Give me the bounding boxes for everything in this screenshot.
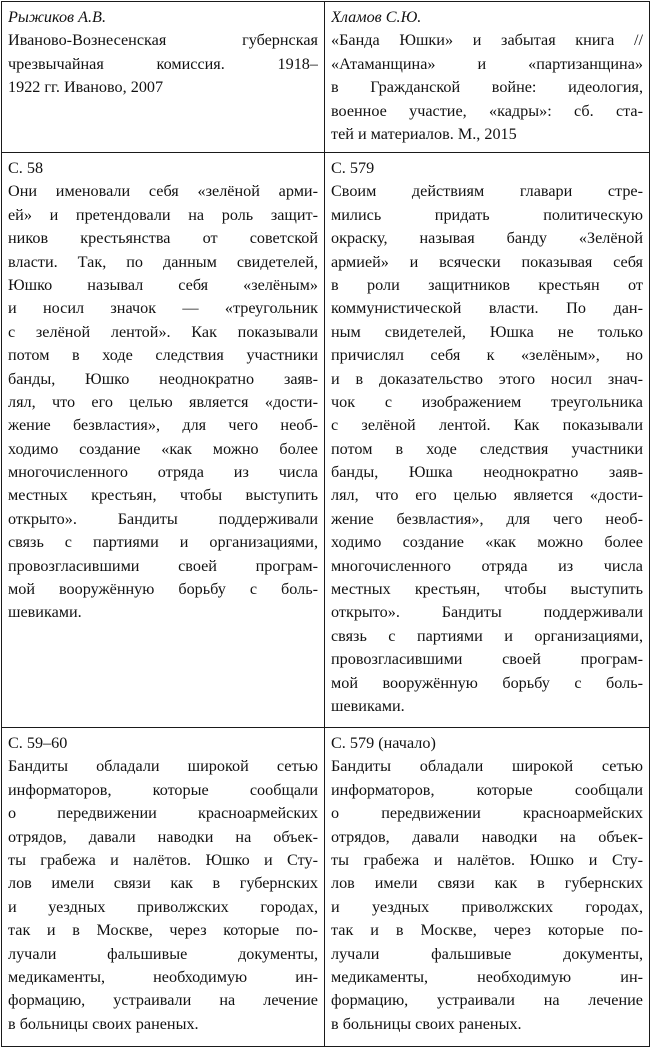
text-line: лов имели связи как в губернских [331, 874, 643, 893]
text-line: о передвижении красноармейских [331, 804, 643, 823]
text-line: ходимо создание «как можно более [8, 439, 318, 458]
text-line: окраску, называя банду «Зелёной [331, 229, 643, 248]
page-reference: С. 58 [8, 159, 44, 177]
page-reference: С. 579 (начало) [331, 734, 436, 752]
text-line: так и в Москве, через которые по- [331, 921, 643, 940]
citation-line: военное участие, «кадры»: сб. ста- [331, 101, 643, 120]
citation-line: тей и материалов. М., 2015 [331, 124, 517, 143]
text-line: в больницы своих раненых. [8, 1014, 199, 1033]
page-reference: С. 579 [331, 159, 375, 177]
text-line: шевиками. [8, 603, 82, 622]
text-line: мились придать политическую [331, 205, 643, 224]
header-row [2, 2, 650, 153]
text-line: Они именовали себя «зелёной арми- [8, 182, 318, 201]
text-line: медикаменты, необходимую ин- [331, 967, 643, 986]
text-line: лучали фальшивые документы, [8, 944, 318, 963]
table-row [2, 153, 650, 728]
citation-line: 1922 гг. Иваново, 2007 [8, 78, 164, 97]
text-line: и в доказательство этого носил знач- [331, 369, 643, 388]
row-cell-right [325, 728, 650, 1047]
text-line: ты грабежа и налётов. Юшко и Сту- [8, 850, 318, 869]
text-line: так и в Москве, через которые по- [8, 921, 318, 940]
text-line: открыто». Бандиты поддерживали [8, 509, 318, 528]
text-line: формацию, устраивали на лечение [8, 991, 318, 1010]
row-cell-left [2, 728, 325, 1047]
text-line: и уездных приволжских городах, [8, 897, 318, 916]
text-line: информаторов, которые сообщали [8, 780, 318, 799]
text-line: многочисленного отряда из числа [8, 463, 318, 482]
text-line: ходимо создание «как можно более [331, 533, 643, 552]
text-line: чок с изображением треугольника [331, 392, 643, 411]
text-line: формацию, устраивали на лечение [331, 991, 643, 1010]
text-line: медикаменты, необходимую ин- [8, 967, 318, 986]
citation-line: Иваново-Вознесенская губернская [8, 31, 318, 50]
text-line: ей» и претендовали на роль защит- [8, 205, 318, 224]
text-line: Бандиты обладали широкой сетью [331, 757, 643, 776]
text-line: потом в ходе следствия участники [331, 439, 643, 458]
text-line: банды, Юшка неоднократно заяв- [331, 463, 643, 482]
text-line: открыто». Бандиты поддерживали [331, 603, 643, 622]
table-row [2, 728, 650, 1047]
text-line: о передвижении красноармейских [8, 804, 318, 823]
text-line: отрядов, давали наводки на объек- [331, 827, 643, 846]
author-name: Хламов С.Ю. [331, 8, 422, 26]
citation-line: чрезвычайная комиссия. 1918– [8, 54, 318, 73]
text-line: мой вооружённую борьбу с боль- [8, 580, 318, 599]
author-name: Рыжиков А.В. [8, 8, 106, 26]
citation-line: в Гражданской войне: идеология, [331, 78, 643, 97]
text-line: ников крестьянства от советской [8, 229, 318, 248]
text-line: с зелёной лентой». Как показывали [8, 322, 318, 341]
text-line: информаторов, которые сообщали [331, 780, 643, 799]
text-line: местных крестьян, чтобы выступить [331, 580, 643, 599]
text-line: мой вооружённую борьбу с боль- [331, 673, 643, 692]
text-line: армией» и всячески показывая себя [331, 252, 643, 271]
text-line: лял, что его целью является «дости- [331, 486, 643, 505]
text-line: банды, Юшко неоднократно заяв- [8, 369, 318, 388]
text-line: коммунистической власти. По дан- [331, 299, 643, 318]
text-line: в больницы своих раненых. [331, 1014, 522, 1033]
text-line: провозгласившими своей програм- [8, 556, 318, 575]
comparison-table [1, 1, 650, 1047]
text-line: в роли защитников крестьян от [331, 275, 643, 294]
header-cell-right [325, 2, 650, 153]
text-line: и уездных приволжских городах, [331, 897, 643, 916]
text-line: провозгласившими своей програм- [331, 650, 643, 669]
text-line: местных крестьян, чтобы выступить [8, 486, 318, 505]
text-line: ты грабежа и налётов. Юшко и Сту- [331, 850, 643, 869]
text-line: жение безвластия», для чего необ- [8, 416, 318, 435]
citation-line: «Банда Юшки» и забытая книга // [331, 31, 643, 50]
text-line: лял, что его целью является «дости- [8, 392, 318, 411]
text-line: лучали фальшивые документы, [331, 944, 643, 963]
text-line: с зелёной лентой. Как показывали [331, 416, 643, 435]
row-cell-right [325, 153, 650, 728]
citation-line: «Атаманщина» и «партизанщина» [331, 54, 643, 73]
text-line: отрядов, давали наводки на объек- [8, 827, 318, 846]
text-line: многочисленного отряда из числа [331, 556, 643, 575]
text-line: власти. Так, по данным свидетелей, [8, 252, 318, 271]
text-line: связь с партиями и организациями, [331, 626, 643, 645]
text-line: жение безвластия», для чего необ- [331, 509, 643, 528]
text-line: ным свидетелей, Юшка не только [331, 322, 643, 341]
text-line: причислял себя к «зелёным», но [331, 346, 643, 365]
text-line: шевиками. [331, 696, 405, 715]
text-line: Своим действиям главари стре- [331, 182, 643, 201]
text-line: потом в ходе следствия участники [8, 346, 318, 365]
text-line: связь с партиями и организациями, [8, 533, 318, 552]
page-reference: С. 59–60 [8, 734, 68, 752]
text-line: Бандиты обладали широкой сетью [8, 757, 318, 776]
text-line: лов имели связи как в губернских [8, 874, 318, 893]
header-cell-left [2, 2, 325, 153]
text-line: и носил значок — «треугольник [8, 299, 318, 318]
row-cell-left [2, 153, 325, 728]
text-line: Юшко называл себя «зелёным» [8, 275, 318, 294]
